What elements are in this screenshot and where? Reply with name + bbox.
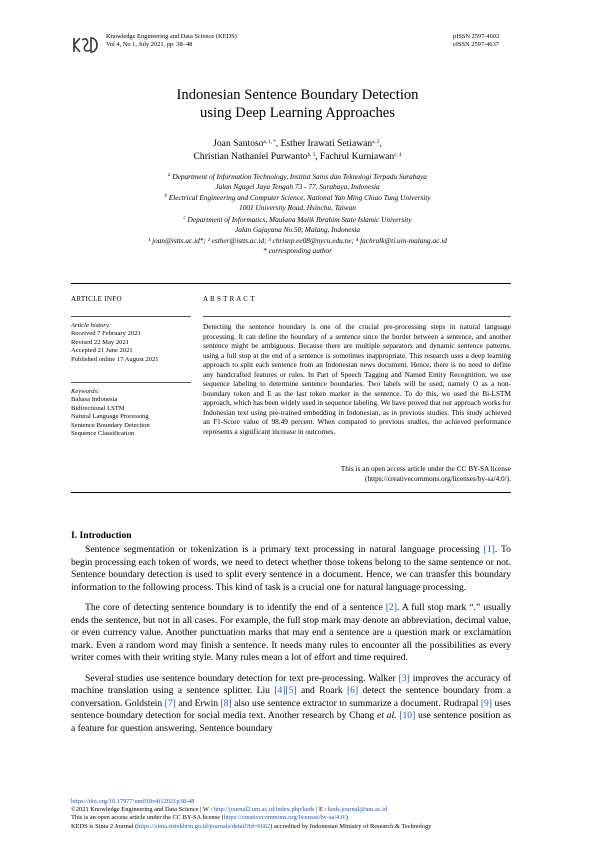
paragraph: The core of detecting sentence boundary is to identify the end of a sentence [2]. A full stop mark “.” usually ends the sentence, but not in all cases. For example, the full stop mark may denote an abbreviation, decimal value, or even currency value. Another punctuation marks that may end a sentence are a question mark or exclamation mark. Even a random word may finish a sentence. It needs many rules to encounter all the possibilities as every writer comes with their writing style. Many rules mean a lot of effort and time required. xyxy=(71,602,511,663)
introduction-body xyxy=(71,544,511,743)
affiliations xyxy=(60,172,535,256)
divider-bottom xyxy=(71,492,511,493)
paper-title xyxy=(0,86,595,122)
published-date: Published online 17 August 2021 xyxy=(71,355,159,363)
citation-link[interactable]: [7] xyxy=(164,697,176,709)
author-list xyxy=(0,138,595,163)
keyword: Natural Language Processing xyxy=(71,413,149,421)
history-label: Article history: xyxy=(71,322,112,329)
citation-link[interactable]: [1] xyxy=(483,544,495,555)
abstract-text: Detecting the sentence boundary is one of the crucial pre-processing steps in natural language processing. It can define the boundary of a sentence since the border between a sentence, and another sentence might be ambiguous. Because there are multiple separators and dynamic sentence patterns, using a full stop at the end of a sentence is sometimes inappropriate. This research uses a deep learning approach to split each sentence from an Indonesian news document. Hence, there is no need to define any handcrafted features or rules. In Part of Speech Tagging and Named Entity Recognition, we use sequence labeling to determine sentence boundaries. Two labels will be used, namely O as a non-boundary token and E as the last token marker in the sentence. To do this, we used the Bi-LSTM approach, which has been widely used in sequence labeling. We have proved that our approach works for Indonesian text using pre-trained embedding in Indonesian, as in previous studies. This study achieved an F1-Score value of 98.49 percent. When compared to previous studies, the achieved performance represents a significant increase in outcomes. xyxy=(203,322,511,436)
volume-info: Vol 4, No 1, July 2021, pp. 38–48 xyxy=(106,41,193,48)
journal-name: Knowledge Engineering and Data Science (KEDS) xyxy=(106,33,237,40)
page-footer: https://doi.org/10.17977/um018v4i12021p38-48 ©2021 Knowledge Engineering and Data Science | W : http://journal2.um.ac.id/index.php/keds | E : keds.journal@um.ac.id This is an open access article under the CC BY-SA license (https://creativecommons.org/licenses/by-sa/4.0/) KEDS is Sinta 2 Journal (https://sinta.ristekbrin.go.id/journals/detail?id=6662) accredited by Indonesian Ministry of Research & Technology xyxy=(71,798,432,830)
keyword: Bidirectional LSTM xyxy=(71,404,125,412)
issn-block xyxy=(453,33,499,49)
article-info-label: ARTICLE INFO xyxy=(71,295,122,303)
citation-link[interactable]: [6] xyxy=(346,685,359,696)
received-date: Received 7 February 2021 xyxy=(71,330,141,338)
author-emails: ¹ joan@istts.ac.id*; ² esther@istts.ac.id; ³ chrisnp.ee08@nycu.edu.tw; ⁴ fachrulk@ti.uin-malang.ac.id xyxy=(148,236,447,246)
divider-keywords xyxy=(71,382,191,383)
citation-link[interactable]: [8] xyxy=(220,697,232,709)
divider-top xyxy=(71,283,511,284)
article-history xyxy=(71,322,196,364)
title-line-1: Indonesian Sentence Boundary Detection xyxy=(176,87,419,103)
doi-link[interactable]: https://doi.org/10.17977/um018v4i12021p38-48 xyxy=(71,798,195,805)
citation-link[interactable]: [9] xyxy=(480,697,492,709)
citation-link[interactable]: [2] xyxy=(385,602,397,613)
keywords-label: Keywords: xyxy=(71,388,100,395)
divider-info xyxy=(71,316,191,317)
citation-link[interactable]: [4] xyxy=(274,685,286,696)
paragraph: Sentence segmentation or tokenization is a primary text processing in natural language processing [1]. To begin processing each token of words, we need to detect whether those tokens belong to the same sentence or not. Sentence boundary detection is used to split every sentence in a document. Hence, we can transfer this boundary information to the following process. This kind of task is a crucial one for natural language processing. xyxy=(71,544,511,593)
license-link[interactable]: https://creativecommons.org/licenses/by-sa/4.0/ xyxy=(223,814,346,822)
journal-header xyxy=(106,33,237,49)
affiliation-b: $^b$ Electrical Engineering and Computer Science, National Yan Ming Chiao Tung University 1001 University Road, Hsinchu, Taiwan xyxy=(164,193,431,213)
citation-link[interactable]: [3] xyxy=(398,672,410,684)
citation-link[interactable]: [5] xyxy=(285,685,297,696)
affiliation-a: $^a$ Department of Information Technology, Institut Sains dan Teknologi Terpadu Surabaya Jalan Ngagel Jaya Tengah 73 - 77, Surabaya, Indonesia xyxy=(168,172,427,191)
sinta-link[interactable]: https://sinta.ristekbrin.go.id/journals/detail?id=6662 xyxy=(137,822,271,830)
keyword: Sequence Classification xyxy=(71,430,135,438)
keyword: Bahasa Indonesia xyxy=(71,396,118,404)
title-line-2: using Deep Learning Approaches xyxy=(200,105,395,121)
email-link[interactable]: keds.journal@um.ac.id xyxy=(327,806,388,814)
affiliation-c: $^c$ Department of Informatics, Maulana Malik Ibrahim State Islamic University Jalan Gajayana No.50, Malang, Indonesia xyxy=(183,214,412,234)
eissn: eISSN 2597-4637 xyxy=(453,41,499,48)
abstract-label: A B S T R A C T xyxy=(203,295,255,303)
citation-link[interactable]: [10] xyxy=(399,710,416,721)
divider-abstract xyxy=(203,316,511,317)
accepted-date: Accepted 21 June 2021 xyxy=(71,347,133,355)
keyword: Sentence Boundary Detection xyxy=(71,421,150,429)
open-access-note: This is an open access article under the CC BY-SA license (https://creativecommons.org/licenses/by-sa/4.0/). xyxy=(340,464,511,483)
website-link[interactable]: http://journal2.um.ac.id/index.php/keds xyxy=(213,806,315,814)
keywords-block xyxy=(71,388,196,438)
revised-date: Revised 22 May 2021 xyxy=(71,338,130,346)
corresponding-author-note: * corresponding author xyxy=(262,245,333,255)
section-heading-introduction: I. Introduction xyxy=(71,530,132,541)
pissn: pISSN 2597-4602 xyxy=(453,33,500,40)
author-line-2: Christian Nathaniel Purwanto$^{b, 3}$, Fachrul Kurniawan$^{c, 4}$ xyxy=(193,150,402,162)
paragraph: Several studies use sentence boundary detection for text pre-processing. Walker [3] improves the accuracy of machine translation using a sentence splitter. Liu [4][5] and Roark [6] detect the sentence boundary from a conversation. Goldstein [7] and Erwin [8] also use sentence extractor to summarize a document. Rudrapal [9] uses sentence boundary detection for social media text. Another research by Chang et al. [10] use sentence position as a feature for question answering. Sentence boundary xyxy=(71,672,511,734)
author-line-1: Joan Santoso$^{a, 1, *}$, Esther Irawati Setiawan$^{a, 2}$, xyxy=(213,138,382,149)
keds-logo xyxy=(73,37,99,53)
